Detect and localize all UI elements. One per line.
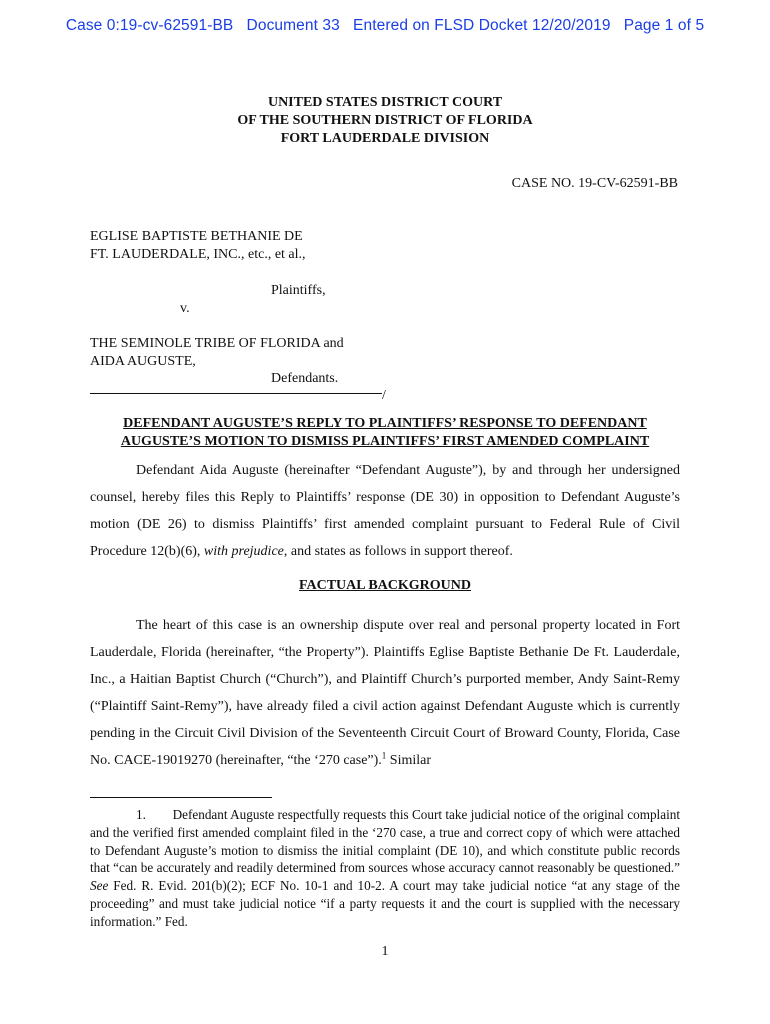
plaintiffs-label: Plaintiffs, [271, 283, 326, 298]
section-heading: FACTUAL BACKGROUND [298, 578, 472, 593]
defendant-name-line: AIDA AUGUSTE, [90, 354, 196, 369]
background-trailing: Similar [386, 753, 432, 768]
intro-text-end: , and states as follows in support thereof. [283, 544, 513, 559]
court-header [0, 94, 770, 148]
caption-slash: / [382, 388, 386, 403]
footnote [90, 806, 680, 931]
intro-text: Defendant Aida Auguste (hereinafter “Defendant Auguste”), by and through her undersigned counsel, hereby files this Reply to Plaintiffs’ response (DE 30) in opposition to Defendant Auguste’s motion (DE 26) to dismiss Plaintiffs’ first amended complaint pursuant to Federal Rule of Civil Procedure 12(b)(6), [90, 463, 680, 559]
page-number: 1 [381, 944, 389, 959]
document-title-line: DEFENDANT AUGUSTE’S REPLY TO PLAINTIFFS’ RESPONSE TO DEFENDANT [123, 416, 647, 431]
footnote-number: 1. [136, 807, 146, 822]
case-number: CASE NO. 19-CV-62591-BB [511, 176, 678, 191]
footnote-italic: See [90, 878, 109, 894]
intro-italic: with prejudice [203, 544, 284, 559]
plaintiff-name-line: FT. LAUDERDALE, INC., etc., et al., [90, 247, 306, 262]
versus-label: v. [180, 301, 190, 316]
intro-paragraph [90, 457, 680, 565]
defendant-name [90, 335, 344, 371]
plaintiff-name [90, 228, 306, 264]
court-district-line: OF THE SOUTHERN DISTRICT OF FLORIDA [237, 113, 533, 128]
court-division-line: FORT LAUDERDALE DIVISION [280, 131, 490, 146]
caption-rule [90, 393, 382, 394]
docket-stamp: Case 0:19-cv-62591-BB Document 33 Entered on FLSD Docket 12/20/2019 Page 1 of 5 [65, 17, 705, 34]
plaintiff-name-line: EGLISE BAPTISTE BETHANIE DE [90, 229, 303, 244]
court-name-line: UNITED STATES DISTRICT COURT [267, 95, 503, 110]
footnote-divider [90, 797, 272, 798]
background-text: The heart of this case is an ownership dispute over real and personal property located in Fort Lauderdale, Florida (hereinafter, “the Property”). Plaintiffs Eglise Baptiste Bethanie De Ft. Lauderdale, Inc., a Haitian Baptist Church (“Church”), and Plaintiff Church’s purported member, Andy Saint-Remy (“Plaintiff Saint-Remy”), have already filed a civil action against Defendant Auguste which is currently pending in the Circuit Civil Division of the Seventeenth Circuit Court of Broward County, Florida, Case No. CACE-19019270 (hereinafter, “the ‘270 case”). [90, 618, 680, 768]
background-paragraph [90, 612, 680, 774]
defendants-label: Defendants. [271, 371, 339, 386]
document-title-line: AUGUSTE’S MOTION TO DISMISS PLAINTIFFS’ FIRST AMENDED COMPLAINT [120, 434, 650, 449]
footnote-text-end: Fed. R. Evid. 201(b)(2); ECF No. 10-1 and 10-2. A court may take judicial notice “at any stage of the proceeding” and must take judicial notice “if a party requests it and the court is supplied with the necessary information.” Fed. [90, 878, 680, 929]
defendant-name-line: THE SEMINOLE TRIBE OF FLORIDA and [90, 336, 344, 351]
footnote-text: Defendant Auguste respectfully requests this Court take judicial notice of the original complaint and the verified first amended complaint filed in the ‘270 case, a true and correct copy of which were attached to Defendant Auguste’s motion to dismiss the initial complaint (DE 10), and which constitute public records that “can be accurately and readily determined from sources whose accuracy cannot reasonably be questioned.” [90, 807, 680, 876]
footnote-reference[interactable]: 1 [381, 750, 387, 761]
document-title [90, 415, 680, 451]
